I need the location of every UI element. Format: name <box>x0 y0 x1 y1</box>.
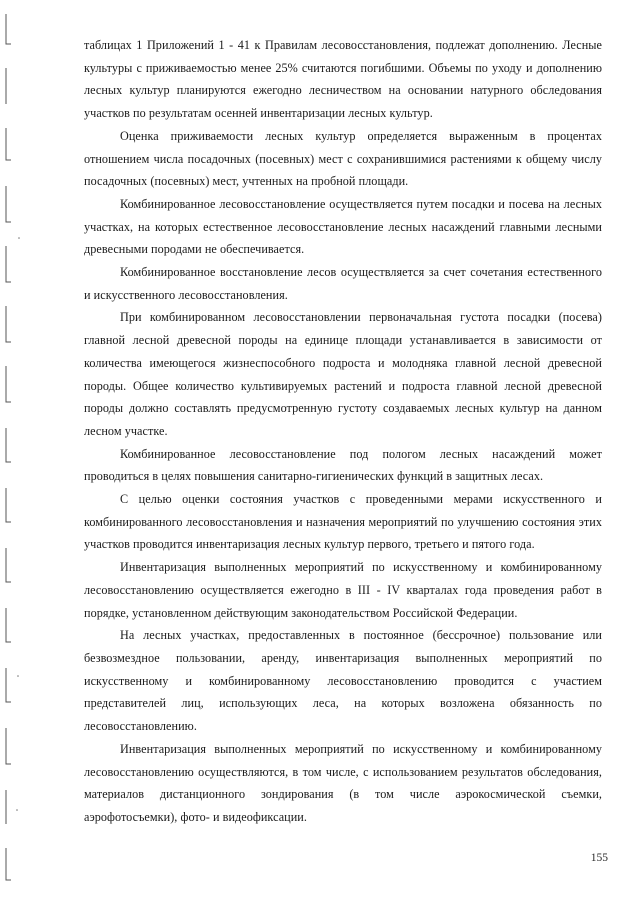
paragraph-2: Оценка приживаемости лесных культур определяется выраженным в процентах отношением числа посадочных (посевных) мест с сохранившимися растениями к общему числу посадочных (посевных) мест, учтенных на пробной площади. <box>84 128 602 189</box>
document-body <box>84 34 602 829</box>
paragraph-7: С целью оценки состояния участков с проведенными мерами искусственного и комбинированного лесовосстановления и назначения мероприятий по улучшению состояния этих участков проводится инвентаризация лесных культур первого, третьего и пятого года. <box>84 492 602 552</box>
paragraph-8: Инвентаризация выполненных мероприятий по искусственному и комбинированному лесовосстановлению осуществляется ежегодно в III - IV кварталах года проведения работ в порядке, установленном действующим законодательством Российской Федерации. <box>84 560 602 620</box>
paragraph-6: Комбинированное лесовосстановление под пологом лесных насаждений может проводиться в целях повышения санитарно-гигиенических функций в защитных лесах. <box>84 446 602 484</box>
page-number: 155 <box>590 852 608 864</box>
paragraph-10: Инвентаризация выполненных мероприятий по искусственному и комбинированному лесовосстановлению осуществляются, в том числе, с использованием результатов обследования, материалов дистанционного зондирования (в том числе аэрокосмической съемки, аэрофотосъемки), фото- и видеофиксации. <box>84 741 602 824</box>
paragraph-3: Комбинированное лесовосстановление осуществляется путем посадки и посева на лесных участках, на которых естественное лесовосстановление лесных насаждений главными лесными древесными породами не обеспечивается. <box>84 196 602 257</box>
binding-marks-icon <box>0 0 24 905</box>
paragraph-5: При комбинированном лесовосстановлении первоначальная густота посадки (посева) главной лесной древесной породы на единице площади устанавливается в зависимости от количества имеющегося жизнеспособного подроста и молодняка главной лесной древесной породы. Общее количество культивируемых растений и подроста главной лесной древесной породы должно составлять предусмотренную густоту создаваемых лесных культур на данном лесном участке. <box>84 310 602 438</box>
binding-edge-marks <box>0 0 24 905</box>
paragraph-9: На лесных участках, предоставленных в постоянное (бессрочное) пользование или безвозмездное пользовании, аренду, инвентаризация выполненных мероприятий по искусственному и комбинированному лесовосстановлению проводится с участием представителей лиц, использующих леса, на которых возложена обязанность по лесовосстановлению. <box>84 628 602 734</box>
paragraph-4: Комбинированное восстановление лесов осуществляется за счет сочетания естественного и искусственного лесовосстановления. <box>84 265 602 302</box>
paragraph-1: таблицах 1 Приложений 1 - 41 к Правилам лесовосстановления, подлежат дополнению. Лесные культуры с приживаемостью менее 25% считаются погибшими. Объемы по уходу и дополнению лесных культур планируются ежегодно лесничеством на основании натурного обследования участков по результатам осенней инвентаризации лесных культур. <box>84 38 602 121</box>
